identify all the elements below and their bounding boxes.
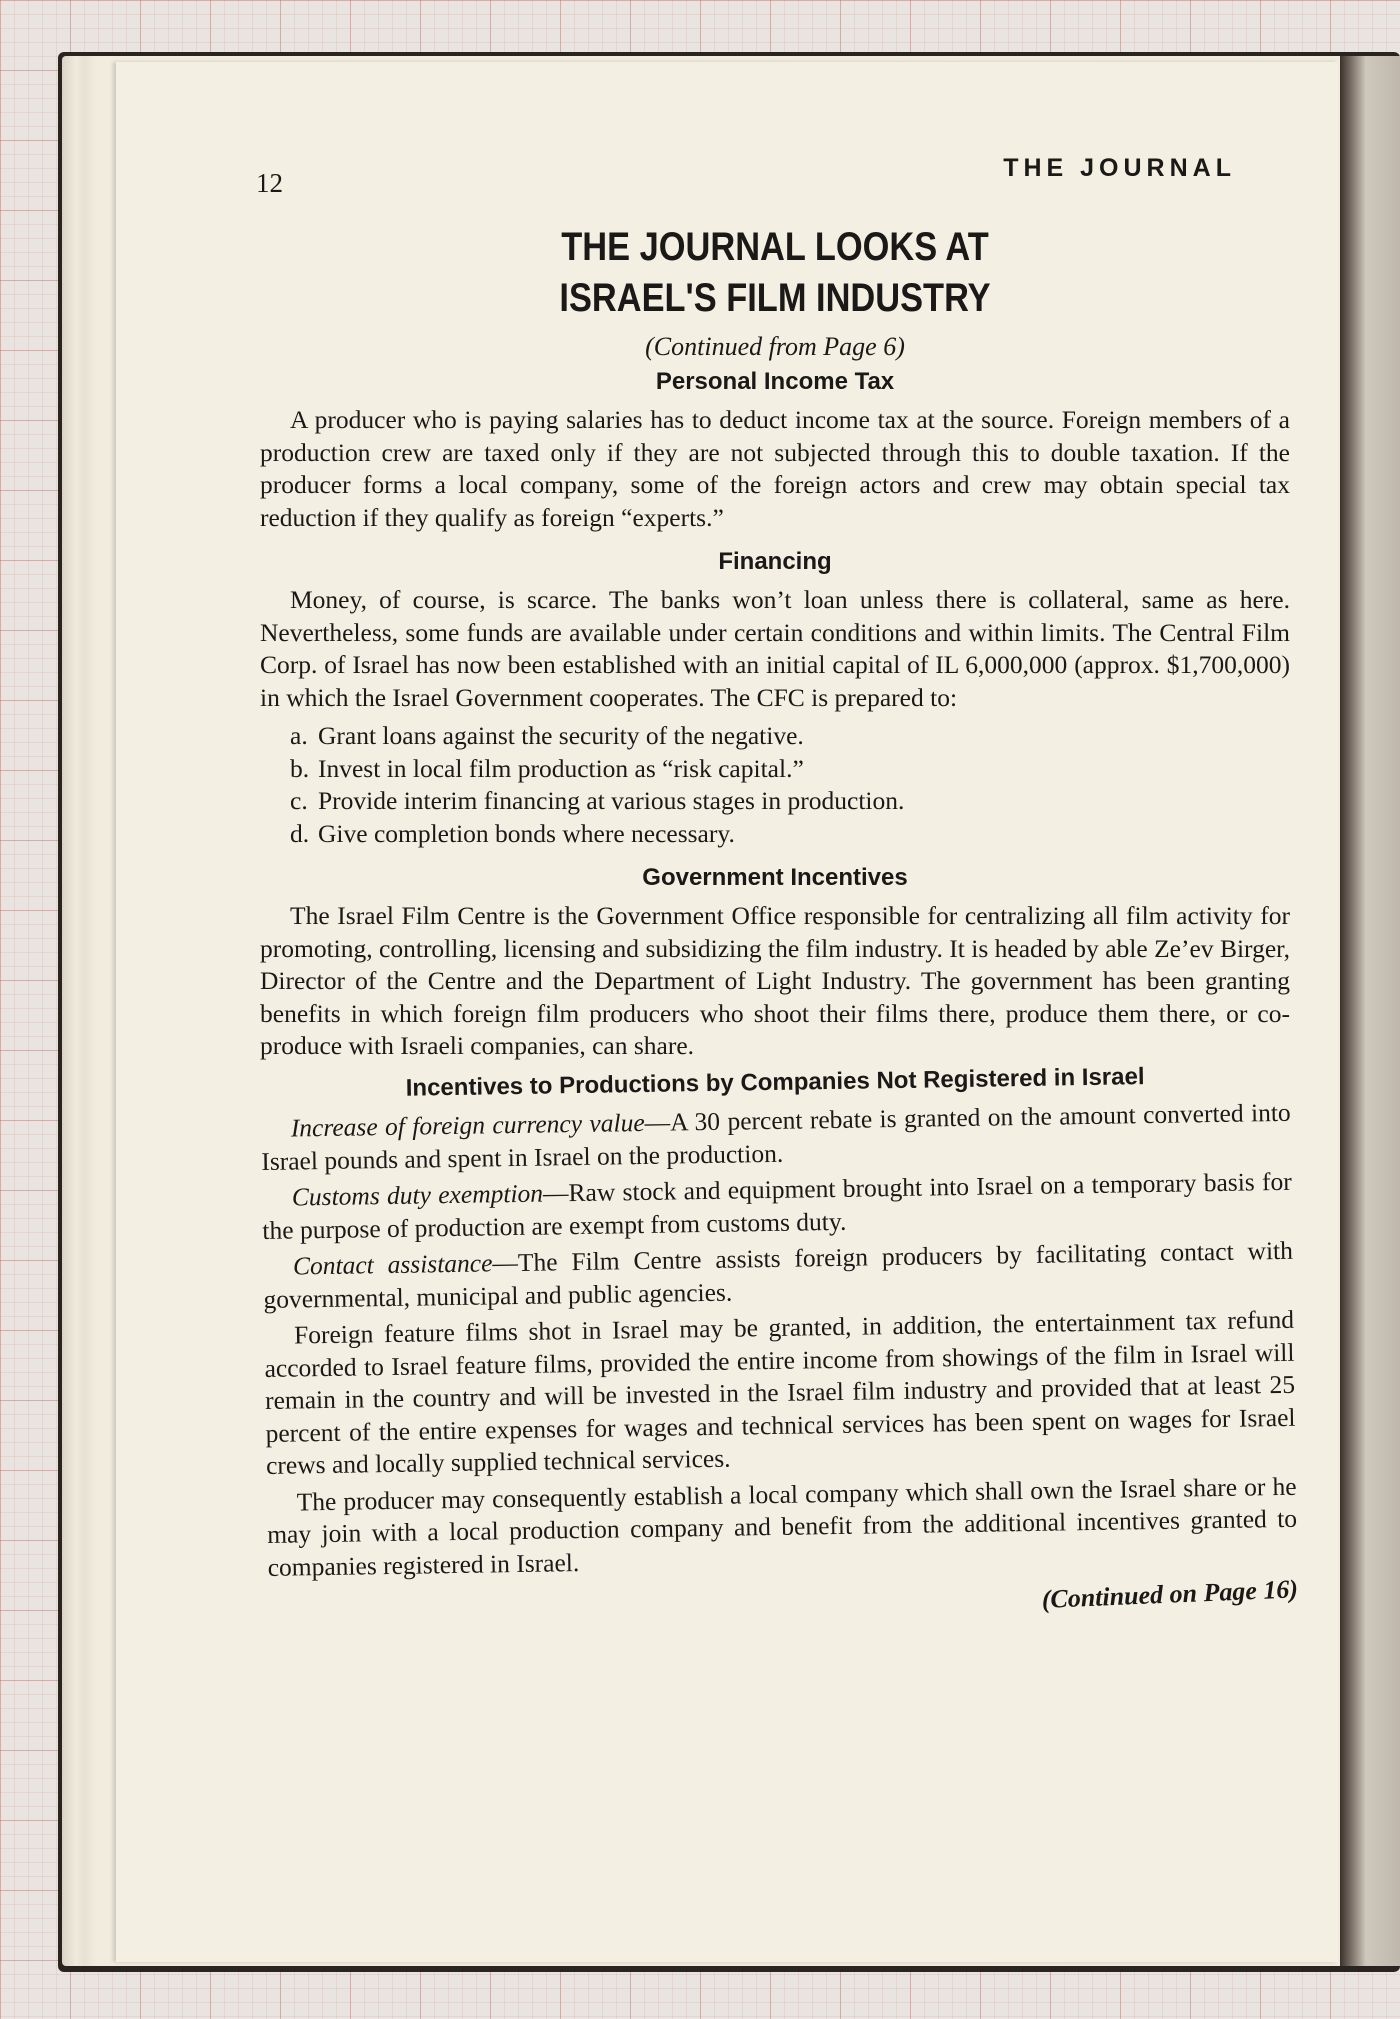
title-line-2: ISRAEL'S FILM INDUSTRY — [559, 276, 991, 320]
heading-personal-income-tax: Personal Income Tax — [655, 368, 895, 395]
paragraph-currency-value: Increase of foreign currency value—A 30 percent rebate is granted on the amount converted into Israel pounds and spent in Israel on the production. — [261, 1097, 1291, 1175]
heading-financing: Financing — [718, 548, 832, 575]
running-head: THE JOURNAL — [1003, 154, 1236, 182]
article — [260, 222, 1299, 1634]
heading-incentives-not-registered: Incentives to Productions by Companies Not Registered in Israel — [405, 1062, 1145, 1102]
continued-from-note: (Continued from Page 6) — [645, 332, 905, 361]
list-item: a. Grant loans against the security of the negative. — [290, 721, 804, 750]
paragraph-personal-income-tax: A producer who is paying salaries has to deduct income tax at the source. Foreign members of a production crew are taxed only if they are not subjected through this to double taxation. If the producer forms a local company, some of the foreign actors and crew may obtain special tax reduction if they qualify as foreign “experts.” — [260, 405, 1290, 532]
incentives-block — [260, 1060, 1299, 1633]
heading-government-incentives: Government Incentives — [642, 864, 908, 891]
continued-on-note: (Continued on Page 16) — [1041, 1573, 1299, 1614]
article-title — [332, 222, 1218, 324]
list-item: d. Give completion bonds where necessary. — [290, 818, 735, 848]
paragraph-local-company: The producer may consequently establish a local company which shall own the Israel share or he may join with a local production company and benefit from the additional incentives granted to companies registered in Israel. — [266, 1470, 1298, 1581]
paragraph-feature-films: Foreign feature films shot in Israel may be granted, in addition, the entertainment tax refund accorded to Israel feature films, provided the entire income from showings of the film in Israel will remain in the country and will be invested in the Israel film industry and provided that at least 25 percent of the entire expenses for wages and technical services has been spent on wages for Israel crews and locally supplied technical services. — [264, 1304, 1296, 1480]
paragraph-government-incentives: The Israel Film Centre is the Government Office responsible for centralizing all film activity for promoting, controlling, licensing and subsidizing the film industry. It is headed by able Ze’ev Birger, Director of the Centre and the Department of Light Industry. The government has been granting benefits in which foreign film producers who shoot their films there, produce them there, or co-produce with Israeli companies, can share. — [260, 901, 1290, 1060]
paragraph-customs-exemption: Customs duty exemption—Raw stock and equipment brought into Israel on a temporary basis for the purpose of production are exempt from customs duty. — [262, 1166, 1292, 1244]
page-number: 12 — [256, 168, 283, 198]
cfc-list — [290, 720, 1290, 850]
facing-page-edge — [1340, 56, 1400, 1966]
journal-page — [116, 62, 1338, 1962]
title-line-1: THE JOURNAL LOOKS AT — [561, 225, 989, 269]
paragraph-financing: Money, of course, is scarce. The banks won’t loan unless there is collateral, same as here. Nevertheless, some funds are available under certain conditions and within limits. The Central Film Corp. of Israel has now been established with an initial capital of IL 6,000,000 (approx. $1,700,000) in which the Israel Government cooperates. The CFC is prepared to: — [260, 585, 1290, 712]
paragraph-contact-assistance: Contact assistance—The Film Centre assists foreign producers by facilitating contact with governmental, municipal and public agencies. — [263, 1235, 1294, 1313]
list-item: c. Provide interim financing at various stages in production. — [290, 786, 905, 815]
list-item: b. Invest in local film production as “risk capital.” — [290, 753, 804, 783]
